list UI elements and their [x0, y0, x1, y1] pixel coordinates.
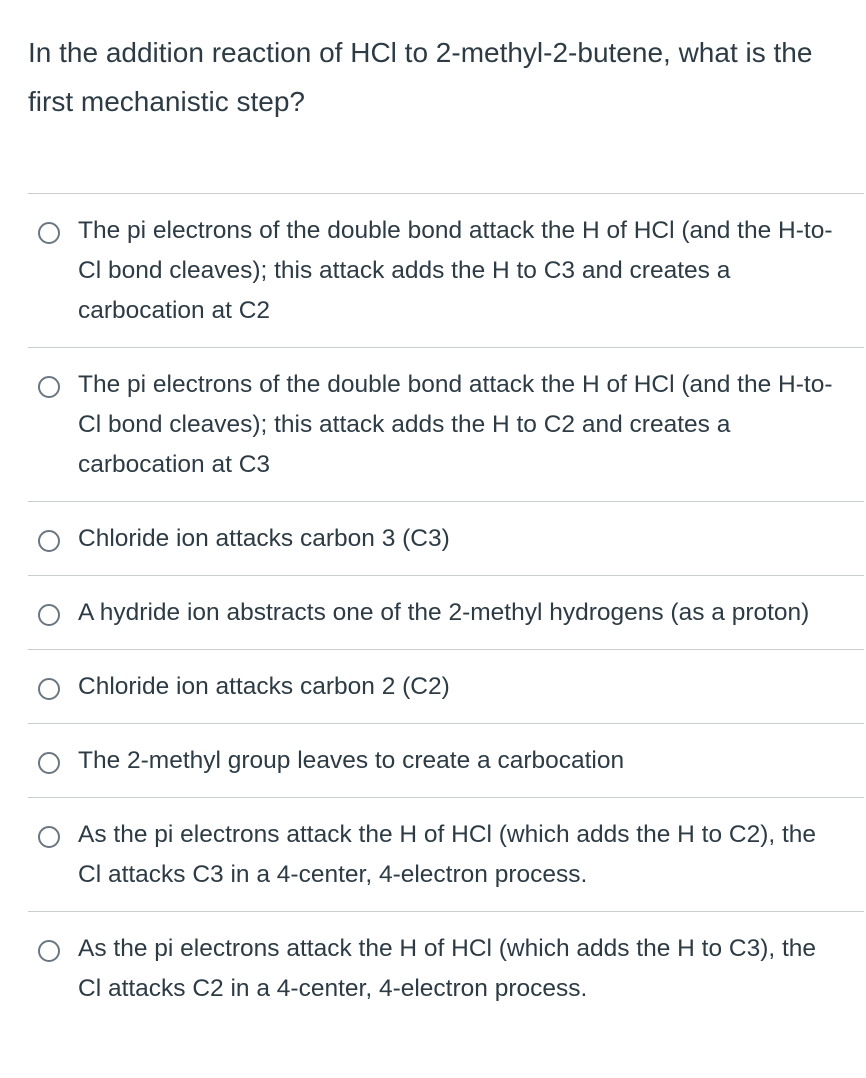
answer-option-2[interactable]: [28, 347, 864, 501]
answer-option-4[interactable]: [28, 575, 864, 649]
answer-option-6[interactable]: [28, 723, 864, 797]
answer-list: [28, 193, 864, 1025]
answer-label: The pi electrons of the double bond attack the H of HCl (and the H-to-Cl bond cleaves); this attack adds the H to C2 and creates a carbocation at C3: [78, 371, 833, 478]
answer-option-3[interactable]: [28, 501, 864, 575]
radio-button-icon[interactable]: [38, 376, 60, 398]
radio-button-icon[interactable]: [38, 826, 60, 848]
answer-label: The pi electrons of the double bond attack the H of HCl (and the H-to-Cl bond cleaves); this attack adds the H to C3 and creates a carbocation at C2: [78, 217, 833, 324]
answer-option-1[interactable]: [28, 193, 864, 347]
answer-label: Chloride ion attacks carbon 2 (C2): [78, 673, 450, 700]
answer-label: As the pi electrons attack the H of HCl (which adds the H to C3), the Cl attacks C2 in a 4-center, 4-electron process.: [78, 935, 817, 1002]
question-text: In the addition reaction of HCl to 2-methyl-2-butene, what is the first mechanistic step?: [28, 37, 813, 117]
radio-button-icon[interactable]: [38, 940, 60, 962]
answer-label: The 2-methyl group leaves to create a carbocation: [78, 747, 625, 774]
answer-label: Chloride ion attacks carbon 3 (C3): [78, 525, 450, 552]
answer-label: As the pi electrons attack the H of HCl (which adds the H to C2), the Cl attacks C3 in a 4-center, 4-electron process.: [78, 821, 817, 888]
answer-label: A hydride ion abstracts one of the 2-methyl hydrogens (as a proton): [78, 599, 810, 626]
radio-button-icon[interactable]: [38, 604, 60, 626]
answer-option-8[interactable]: [28, 911, 864, 1025]
radio-button-icon[interactable]: [38, 222, 60, 244]
radio-button-icon[interactable]: [38, 752, 60, 774]
answer-option-7[interactable]: [28, 797, 864, 911]
radio-button-icon[interactable]: [38, 678, 60, 700]
answer-option-5[interactable]: [28, 649, 864, 723]
radio-button-icon[interactable]: [38, 530, 60, 552]
